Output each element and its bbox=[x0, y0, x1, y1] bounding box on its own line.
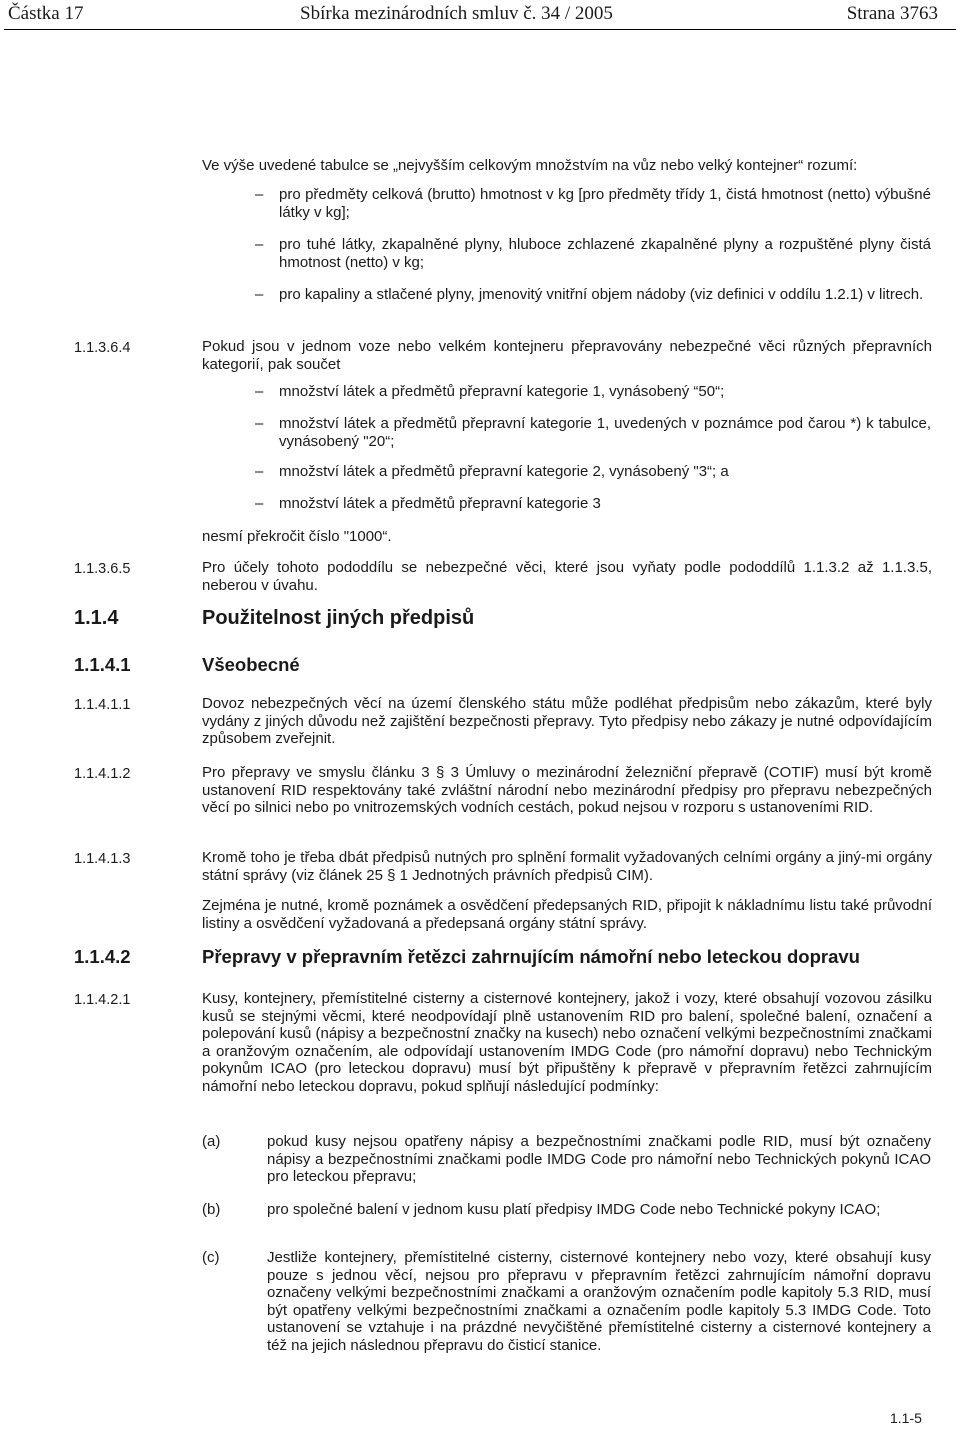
condition-label: (c) bbox=[202, 1249, 220, 1266]
sum-item: množství látek a předmětů přepravní kategorie 2, vynásobený "3“; a bbox=[279, 463, 729, 480]
dash-marker: – bbox=[255, 383, 264, 400]
page-header bbox=[0, 0, 960, 28]
condition-label: (a) bbox=[202, 1133, 221, 1150]
subheading-number: 1.1.4.1 bbox=[74, 654, 131, 675]
section-text-continued: Zejména je nutné, kromě poznámek a osvědčení předepsaných RID, připojit k nákladnímu listu také průvodní listiny a osvědčení vyžadovaná a předepsaná orgány státní správy. bbox=[202, 897, 932, 932]
page-footer-number: 1.1-5 bbox=[890, 1410, 922, 1426]
section-number: 1.1.3.6.4 bbox=[74, 340, 131, 356]
intro-item: pro předměty celková (brutto) hmotnost v kg [pro předměty třídy 1, čistá hmotnost (netto) výbušné látky v kg]; bbox=[279, 186, 931, 221]
header-collection: Sbírka mezinárodních smluv č. 34 / 2005 bbox=[300, 3, 613, 24]
sum-item: množství látek a předmětů přepravní kategorie 1, uvedených v poznámce pod čarou *) k tabulce, vynásobený "20“; bbox=[279, 415, 931, 450]
section-number: 1.1.4.2.1 bbox=[74, 992, 131, 1008]
header-part: Částka 17 bbox=[8, 3, 84, 24]
sum-closing: nesmí překročit číslo "1000“. bbox=[202, 528, 392, 545]
intro-item: pro tuhé látky, zkapalněné plyny, hluboce zchlazené zkapalněné plyny a rozpuštěné plyny čistá hmotnost (netto) v kg; bbox=[279, 236, 931, 271]
condition-label: (b) bbox=[202, 1201, 221, 1218]
dash-marker: – bbox=[255, 186, 264, 203]
sum-item: množství látek a předmětů přepravní kategorie 3 bbox=[279, 495, 601, 512]
section-text: Pokud jsou v jednom voze nebo velkém kontejneru přepravovány nebezpečné věci různých přepravních kategorií, pak součet bbox=[202, 338, 932, 373]
intro-text: Ve výše uvedené tabulce se „nejvyšším celkovým množstvím na vůz nebo velký kontejner“ rozumí: bbox=[202, 157, 858, 174]
condition-text: Jestliže kontejnery, přemístitelné cisterny, cisternové kontejnery nebo vozy, které obsahují kusy pouze s jednou věcí, nejsou pro přepravu v přepravním řetězci zahrnujícím námořní dopravu označeny velkými bezpečnostními značkami a oranžovým označením podle kapitoly 5.3 RID, musí být opatřeny velkými bezpečnostními značkami a označením podle kapitoly 5.3 IMDG Code. Toto ustanovení se vztahuje i na prázdné nevyčištěné přemístitelné cisterny a cisternové kontejnery a též na jejich následnou přepravu do čisticí stanice. bbox=[267, 1249, 931, 1354]
header-rule bbox=[4, 29, 956, 30]
sum-item: množství látek a předmětů přepravní kategorie 1, vynásobený “50“; bbox=[279, 383, 725, 400]
section-text: Pro účely tohoto pododdílu se nebezpečné věci, které jsou vyňaty podle pododdílů 1.1.3.2 až 1.1.3.5, neberou v úvahu. bbox=[202, 559, 932, 594]
subheading-title: Přepravy v přepravním řetězci zahrnujícím námořní nebo leteckou dopravu bbox=[202, 946, 860, 967]
section-text: Dovoz nebezpečných věcí na území členského státu může podléhat předpisům nebo zákazům, které byly vydány z jiných důvodu než zajištění bezpečnosti přepravy. Tyto předpisy nebo zákazy je nutné odpovídajícím způsobem zveřejnit. bbox=[202, 695, 932, 747]
section-text: Pro přepravy ve smyslu článku 3 § 3 Úmluvy o mezinárodní železniční přepravě (COTIF) musí být kromě ustanovení RID respektovány také zvláštní národní nebo mezinárodní předpisy pro přepravu nebezpečných věcí po silnici nebo po vnitrozemských vodních cestách, pokud nejsou v rozporu s ustanoveními RID. bbox=[202, 764, 932, 816]
condition-text: pokud kusy nejsou opatřeny nápisy a bezpečnostními značkami podle RID, musí být označeny nápisy a bezpečnostními značkami podle IMDG Code pro námořní nebo Technických pokynů ICAO pro leteckou přepravu; bbox=[267, 1133, 931, 1185]
dash-marker: – bbox=[255, 236, 264, 253]
dash-marker: – bbox=[255, 495, 264, 512]
section-number: 1.1.4.1.3 bbox=[74, 851, 131, 867]
dash-marker: – bbox=[255, 415, 264, 432]
condition-text: pro společné balení v jednom kusu platí předpisy IMDG Code nebo Technické pokyny ICAO; bbox=[267, 1201, 881, 1218]
section-number: 1.1.4.1.1 bbox=[74, 697, 131, 713]
section-text: Kusy, kontejnery, přemístitelné cisterny a cisternové kontejnery, jakož i vozy, které obsahují vozovou zásilku kusů se stejnými věcmi, které neodpovídají plně ustanovením RID pro balení, společné balení, označení a polepování kusů (nápisy a bezpečnostní značky na kusech) nebo označení velkými bezpečnostními značkami a oranžovým označením, ale odpovídají ustanovením IMDG Code (pro námořní dopravu) nebo Technickým pokynům ICAO (pro leteckou dopravu) musí být připuštěny k přepravě v přepravním řetězci zahrnujícím námořní nebo leteckou dopravu, pokud splňují následující podmínky: bbox=[202, 990, 932, 1095]
subheading-title: Všeobecné bbox=[202, 654, 300, 675]
dash-marker: – bbox=[255, 463, 264, 480]
section-number: 1.1.4.1.2 bbox=[74, 766, 131, 782]
header-page-number: Strana 3763 bbox=[846, 3, 938, 24]
section-text: Kromě toho je třeba dbát předpisů nutných pro splnění formalit vyžadovaných celními orgány a jiný-mi orgány státní správy (viz článek 25 § 1 Jednotných právních předpisů CIM). bbox=[202, 849, 932, 884]
heading-title: Použitelnost jiných předpisů bbox=[202, 607, 475, 629]
subheading-number: 1.1.4.2 bbox=[74, 946, 131, 967]
intro-item: pro kapaliny a stlačené plyny, jmenovitý vnitřní objem nádoby (viz definici v oddílu 1.2.1) v litrech. bbox=[279, 286, 924, 303]
dash-marker: – bbox=[255, 286, 264, 303]
section-number: 1.1.3.6.5 bbox=[74, 561, 131, 577]
heading-number: 1.1.4 bbox=[74, 607, 119, 629]
